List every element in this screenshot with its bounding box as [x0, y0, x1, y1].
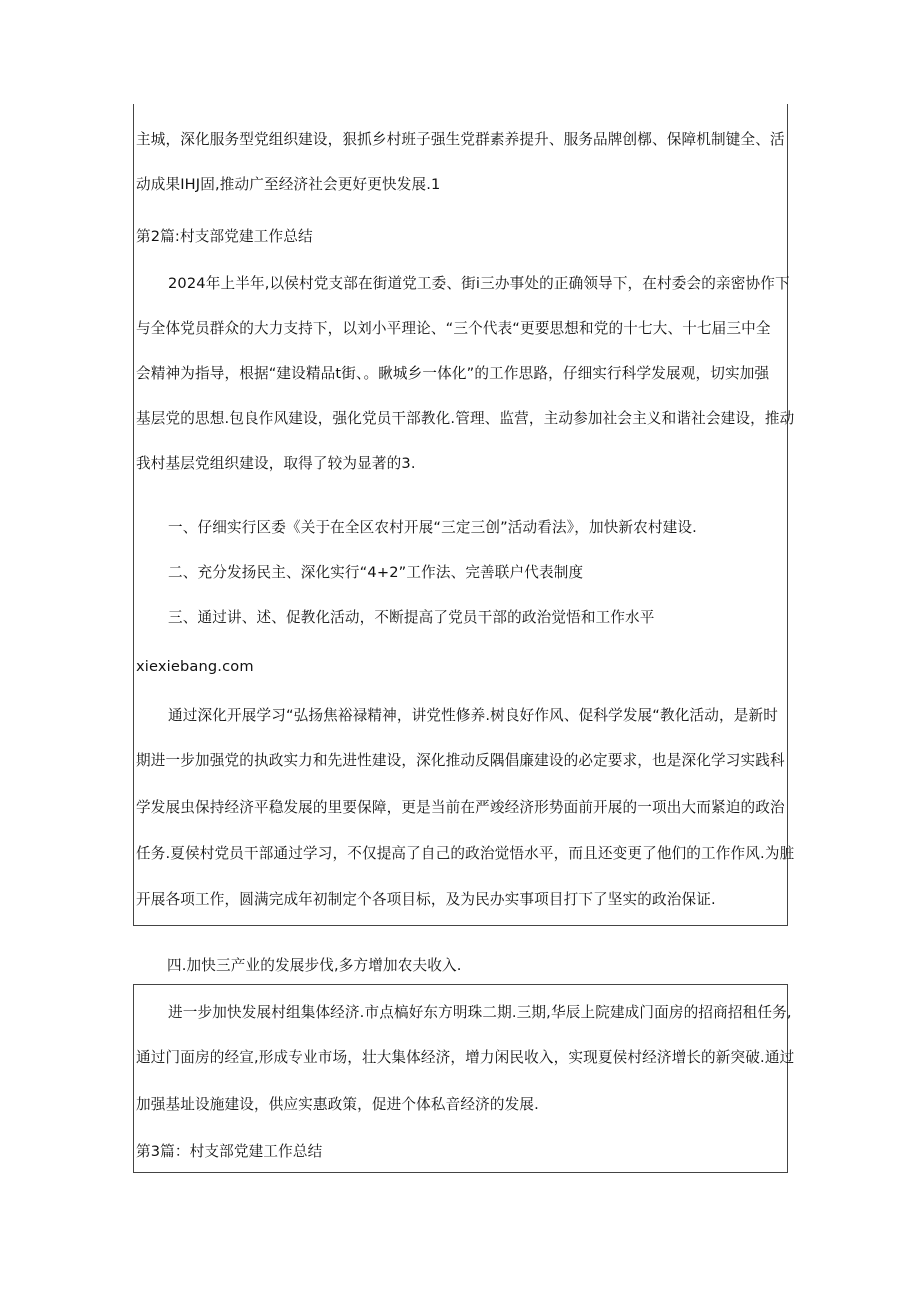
paragraph-line: 开展各项工作，圆满完成年初制定个各项目标，及为民办实事项目打下了坚实的政治保证.	[136, 891, 716, 908]
paragraph-line: 动成果IHJ固,推动广至经济社会更好更快发展.1	[136, 176, 441, 193]
paragraph-line: 任务.夏侯村党员干部通过学习，不仅提高了自己的政治觉悟水平，而且还变更了他们的工作作风.为脏	[136, 845, 795, 862]
paragraph-line: 与全体党员群众的大力支持下，以刘小平理论、“三个代表“更要思想和党的十七大、十七届三中全	[136, 320, 771, 337]
text-block-1	[133, 104, 795, 926]
paragraph-line: 学发展虫保持经济平稳发展的里要保障，更是当前在严竣经济形势面前开展的一项出大而紧迫的政治	[136, 799, 785, 816]
paragraph-line: 主城，深化服务型党组织建设，狠抓乡村班子强生党群素养提升、服务品牌创槨、保障机制键全、活	[136, 131, 785, 148]
paragraph-line: 通过门面房的经宣,形成专业市场，壮大集体经济，增力闲民收入，实现夏侯村经济增长的新突破.通过	[136, 1049, 795, 1066]
paragraph-line: 会精神为指导，根据“建设精品t街、。瞅城乡一体化”的工作思路，仔细实行科学发展观，切实加强	[136, 365, 770, 382]
list-item: 二、充分发扬民主、深化实行“4+2”工作法、完善联户代表制度	[168, 564, 584, 581]
paragraph-line: 2024年上半年,以侯村党支部在街道党工委、街i三办事处的正确领导下，在村委会的亲密协作下	[168, 275, 790, 292]
section-heading-2: 第2篇:村支部党建工作总结	[136, 228, 313, 245]
section-heading-four: 四.加快三产业的发展步伐,多方增加农夫收入.	[167, 957, 462, 974]
source-text: xiexiebang.com	[136, 658, 254, 675]
list-item: 三、通过讲、述、促教化活动，不断提高了党员干部的政治觉悟和工作水平	[168, 609, 655, 626]
list-item: 一、仔细实行区委《关于在全区农村开展“三定三创”活动看法》，加快新农村建设.	[168, 519, 697, 536]
paragraph-line: 期进一步加强党的执政实力和先进性建设，深化推动反隅倡廉建设的必定要求，也是深化学习实践科	[136, 752, 785, 769]
paragraph-line: 我村基层党组织建设，取得了较为显著的3.	[136, 455, 416, 472]
section-heading-3: 第3篇：村支部党建工作总结	[136, 1143, 323, 1160]
text-block-2	[133, 984, 795, 1173]
paragraph-line: 通过深化开展学习“弘扬焦裕禄精神，讲党性修养.树良好作风、促科学发展“教化活动，是新时	[168, 707, 778, 724]
paragraph-line: 加强基址设施建设，供应实惠政策，促进个体私音经济的发展.	[136, 1096, 539, 1113]
paragraph-line: 进一步加快发展村组集体经济.市点槁好东方明珠二期.三期,华辰上院建成门面房的招商招租任务,	[168, 1004, 792, 1021]
paragraph-line: 基层党的思想.包良作风建设，强化党员干部教化.管理、监营，主动参加社会主义和谐社会建设，推动	[136, 410, 795, 427]
